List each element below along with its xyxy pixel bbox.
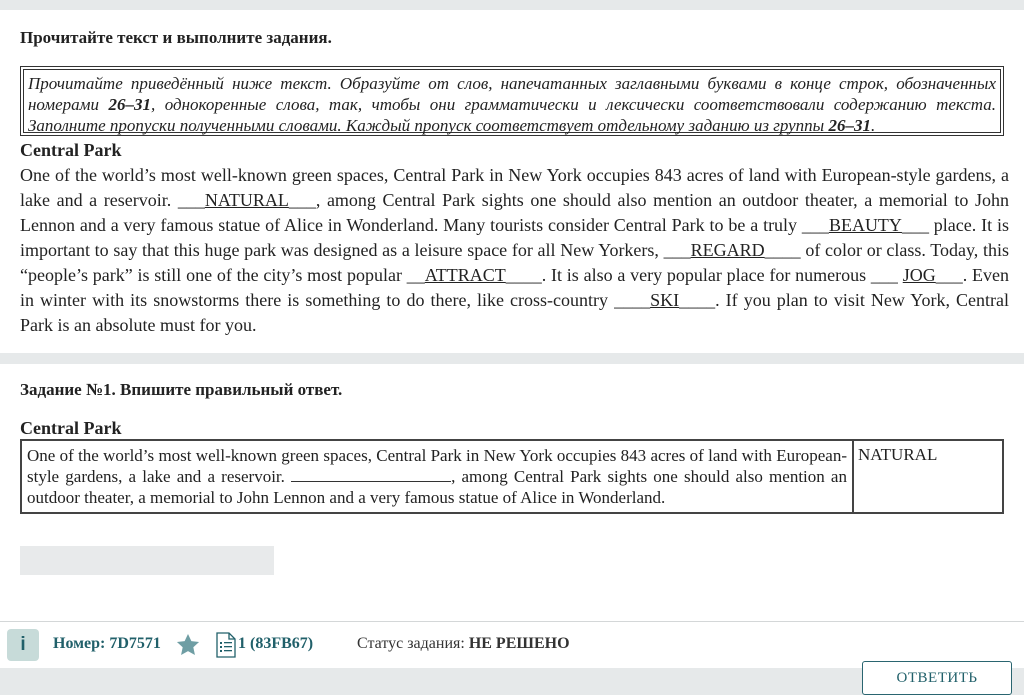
gap-word: SKI — [650, 290, 680, 310]
task-number: Номер: 7D7571 — [53, 635, 161, 652]
text-title: Central Park — [20, 140, 122, 160]
section-heading: Прочитайте текст и выполните задания. — [20, 28, 332, 47]
gap-word: NATURAL — [204, 190, 289, 210]
reading-panel — [0, 10, 1024, 353]
instruction-text: Прочитайте приведённый ниже текст. Образуйте от слов, напечатанных заглавными буквами в конце строк, обозначенных номерами 26–31, однокоренные слова, так, чтобы они грамматически и лексически соответствовали содержанию текста. Заполните пропуски полученными словами. Каждый пропуск соответствует отдельному заданию из группы 26–31. — [23, 69, 1001, 133]
answer-word: NATURAL — [858, 445, 938, 464]
gap-word: ATTRACT — [424, 265, 506, 285]
star-icon[interactable] — [175, 632, 201, 663]
task-panel — [0, 364, 1024, 664]
gap-word: REGARD — [690, 240, 765, 260]
gap-word: JOG — [902, 265, 936, 285]
answer-input-placeholder[interactable] — [20, 546, 274, 575]
variant-link[interactable]: 1 (83FB67) — [238, 635, 314, 652]
answer-button[interactable]: ОТВЕТИТЬ — [862, 661, 1012, 695]
instruction-box — [20, 66, 1004, 136]
info-button[interactable]: i — [7, 629, 39, 661]
document-list-icon[interactable] — [216, 632, 236, 663]
task-heading: Задание №1. Впишите правильный ответ. — [20, 380, 343, 399]
status-value: НЕ РЕШЕНО — [468, 635, 570, 652]
blank-line — [291, 467, 451, 482]
task-table — [20, 439, 1004, 514]
task-status: Статус задания: НЕ РЕШЕНО — [357, 635, 570, 652]
task-text: One of the world’s most well-known green spaces, Central Park in New York occupies 843 acres of land with European-style gardens, a lake and a reservoir. , among Central Park sights one should also mention an outdoor theater, a memorial to John Lennon and a very famous statue of Alice in Wonderland. — [22, 441, 854, 512]
task-title: Central Park — [20, 418, 122, 438]
passage-text: One of the world’s most well-known green spaces, Central Park in New York occupies 843 acres of land with European-style gardens, a lake and a reservoir. ___NATURAL___, among Central Park sights one should also mention an outdoor theater, a memorial to John Lennon and a very famous statue of Alice in Wonderland. Many tourists consider Central Park to be a truly ___BEAUTY___ place. It is important to say that this huge park was designed as a leisure space for all New Yorkers, ___REGARD____ of color or class. Today, this “people’s park” is still one of the city’s most popular __ATTRACT____. It is also a very popular place for numerous ___ JOG___. Even in winter with its snowstorms there is something to do there, like cross-country ____SKI____. If you plan to visit New York, Central Park is an absolute must for you. — [20, 165, 1009, 335]
gap-word: BEAUTY — [828, 215, 902, 235]
